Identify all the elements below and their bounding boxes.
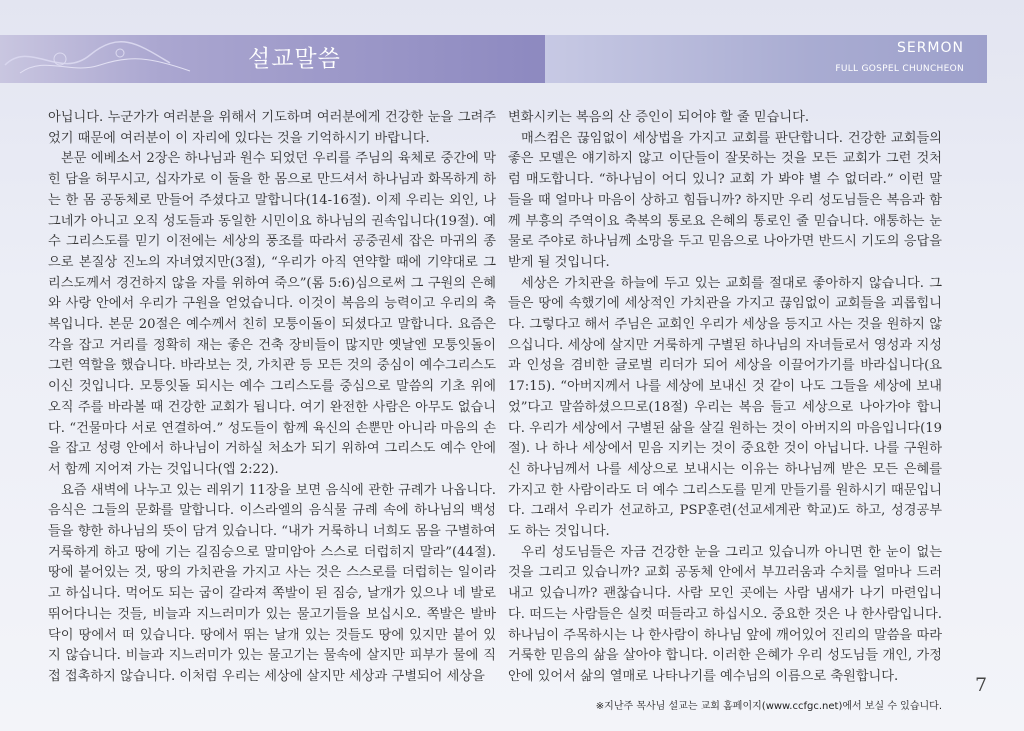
paragraph: 매스컴은 끊임없이 세상법을 가지고 교회를 판단합니다. 건강한 교회들의 좋은 모델은 얘기하지 않고 이단들이 잘못하는 것을 모든 교회가 그런 것처럼 매도합니다. “하나님이 어디 있니? 교회 가 봐야 별 수 없더라.” 이런 말 들을 때 얼마나 마음이 상하고 힘듭니까? 하지만 우리 성도님들은 복음과 함께 부흥의 주역이요 축복의 통로요 은혜의 통로인 줄 믿습니다. 애통하는 눈물로 주야로 하나님께 소망을 두고 믿음으로 나아가면 반드시 기도의 응답을 받게 될 것입니다. <box>508 130 942 270</box>
page-title: 설교말씀 <box>248 46 341 72</box>
section-label: SERMON <box>896 40 964 56</box>
swirl-ornament-icon <box>0 35 200 83</box>
page-number: 7 <box>975 674 988 696</box>
paragraph: 우리 성도님들은 자금 건강한 눈을 그리고 있습니까 아니면 한 눈이 없는 것을 그리고 있습니까? 교회 공동체 안에서 부끄러움과 수치를 얼마나 드러내고 있습니까? 괜찮습니다. 사람 모인 곳에는 사람 냄새가 나기 마련입니다. 떠드는 사람들은 실컷 떠들라고 하십시오. 중요한 것은 나 한사람입니다. 하나님이 주목하시는 나 한사람이 하나님 앞에 깨어있어 진리의 말씀을 따라 거룩한 믿음의 삶을 살아야 합니다. 이러한 은혜가 우리 성도님들 개인, 가정 안에 있어서 삶의 열매로 나타나기를 예수님의 이름으로 축원합니다. <box>508 544 942 684</box>
right-text-column <box>508 108 942 688</box>
paragraph: 세상은 가치관을 하늘에 두고 있는 교회를 절대로 좋아하지 않습니다. 그들은 땅에 속했기에 세상적인 가치관을 가지고 끊임없이 교회들을 괴롭힙니다. 그렇다고 해서 주님은 교회인 우리가 세상을 등지고 사는 것을 원하지 않으십니다. 세상에 살지만 거룩하게 구별된 하나님의 자녀들로서 영성과 지성과 인성을 겸비한 글로벌 리더가 되어 세상을 이끌어가기를 바라십니다(요 17:15). “아버지께서 나를 세상에 보내신 것 같이 나도 그들을 세상에 보내었”다고 말씀하셨으므로(18절) 우리는 복음 들고 세상으로 나아가야 합니다. 우리가 세상에서 구별된 삶을 살길 원하는 것이 아버지의 마음입니다(19절). 나 하나 세상에서 믿음 지키는 것이 중요한 것이 아닙니다. 나를 구원하신 하나님께서 나를 세상으로 보내시는 이유는 하나님께 받은 모든 은혜를 가지고 한 사람이라도 더 예수 그리스도를 믿게 만들기를 원하시기 때문입니다. 그래서 우리가 선교하고, PSP훈련(선교세계관 학교)도 하고, 성경공부도 하는 것입니다. <box>508 275 942 540</box>
paragraph: 변화시키는 복음의 산 증인이 되어야 할 줄 믿습니다. <box>508 110 810 125</box>
paragraph: 요즘 새벽에 나누고 있는 레위기 11장을 보면 음식에 관한 규례가 나옵니다. 음식은 그들의 문화를 말합니다. 이스라엘의 음식물 규례 속에 하나님의 백성들을 향한 하나님의 뜻이 담겨 있습니다. “내가 거룩하니 너희도 몸을 구별하여 거룩하게 하고 땅에 기는 길짐승으로 말미암아 스스로 더럽히지 말라”(44절). 땅에 붙어있는 것, 땅의 가치관을 가지고 사는 것은 스스로를 더럽히는 일이라고 하십니다. 먹어도 되는 굽이 갈라져 쪽발이 된 짐승, 날개가 있으나 네 발로 뛰어다니는 것들, 비늘과 지느러미가 있는 물고기들을 보십시오. 쪽발은 발바닥이 땅에서 떠 있습니다. 땅에서 뛰는 날개 있는 것들도 땅에 있지만 붙어 있지 않습니다. 비늘과 지느러미가 있는 물고기는 물속에 살지만 피부가 물에 직접 접촉하지 않습니다. 이처럼 우리는 세상에 살지만 세상과 구별되어 세상을 <box>48 482 496 684</box>
church-label: FULL GOSPEL CHUNCHEON <box>835 64 964 74</box>
paragraph: 본문 에베소서 2장은 하나님과 원수 되었던 우리를 주님의 육체로 중간에 막힌 담을 허무시고, 십자가로 이 둘을 한 몸으로 만드셔서 하나님과 화목하게 하는 한 몸 공동체로 만들어 주셨다고 말합니다(14-16절). 이제 우리는 외인, 나그네가 아니고 오직 성도들과 동일한 시민이요 하나님의 권속입니다(19절). 예수 그리스도를 믿기 이전에는 세상의 풍조를 따라서 공중권세 잡은 마귀의 종으로 본질상 진노의 자녀였지만(3절), “우리가 아직 연약할 때에 기약대로 그리스도께서 경건하지 않을 자를 위하여 죽으”(롬 5:6)심으로써 그 구원의 은혜와 사랑 안에서 우리가 구원을 얻었습니다. 이것이 복음의 능력이고 우리의 축복입니다. 본문 20절은 예수께서 친히 모퉁이돌이 되셨다고 말합니다. 요즘은 각을 잡고 거리를 정확히 재는 좋은 건축 장비들이 많지만 옛날엔 모퉁잇돌이 그런 역할을 했습니다. 바라보는 것, 가치관 등 모든 것의 중심이 예수그리스도이신 것입니다. 모퉁잇돌 되시는 예수 그리스도를 중심으로 말씀의 기초 위에 오직 주를 바라볼 때 건강한 교회가 됩니다. 여기 완전한 사람은 아무도 없습니다. “건물마다 서로 연결하여.” 성도들이 함께 육신의 손뿐만 아니라 마음의 손을 잡고 성령 안에서 하나님이 거하실 처소가 되기 위하여 그리스도 예수 안에서 함께 지어져 가는 것입니다(엡 2:22). <box>48 151 496 477</box>
footer-note: ※지난주 목사님 설교는 교회 홈페이지(www.ccfgc.net)에서 보실 수 있습니다. <box>595 701 942 712</box>
paragraph: 아닙니다. 누군가가 여러분을 위해서 기도하며 여러분에게 건강한 눈을 그려주었기 때문에 여러분이 이 자리에 있다는 것을 기억하시기 바랍니다. <box>48 110 496 146</box>
left-text-column <box>48 108 496 688</box>
